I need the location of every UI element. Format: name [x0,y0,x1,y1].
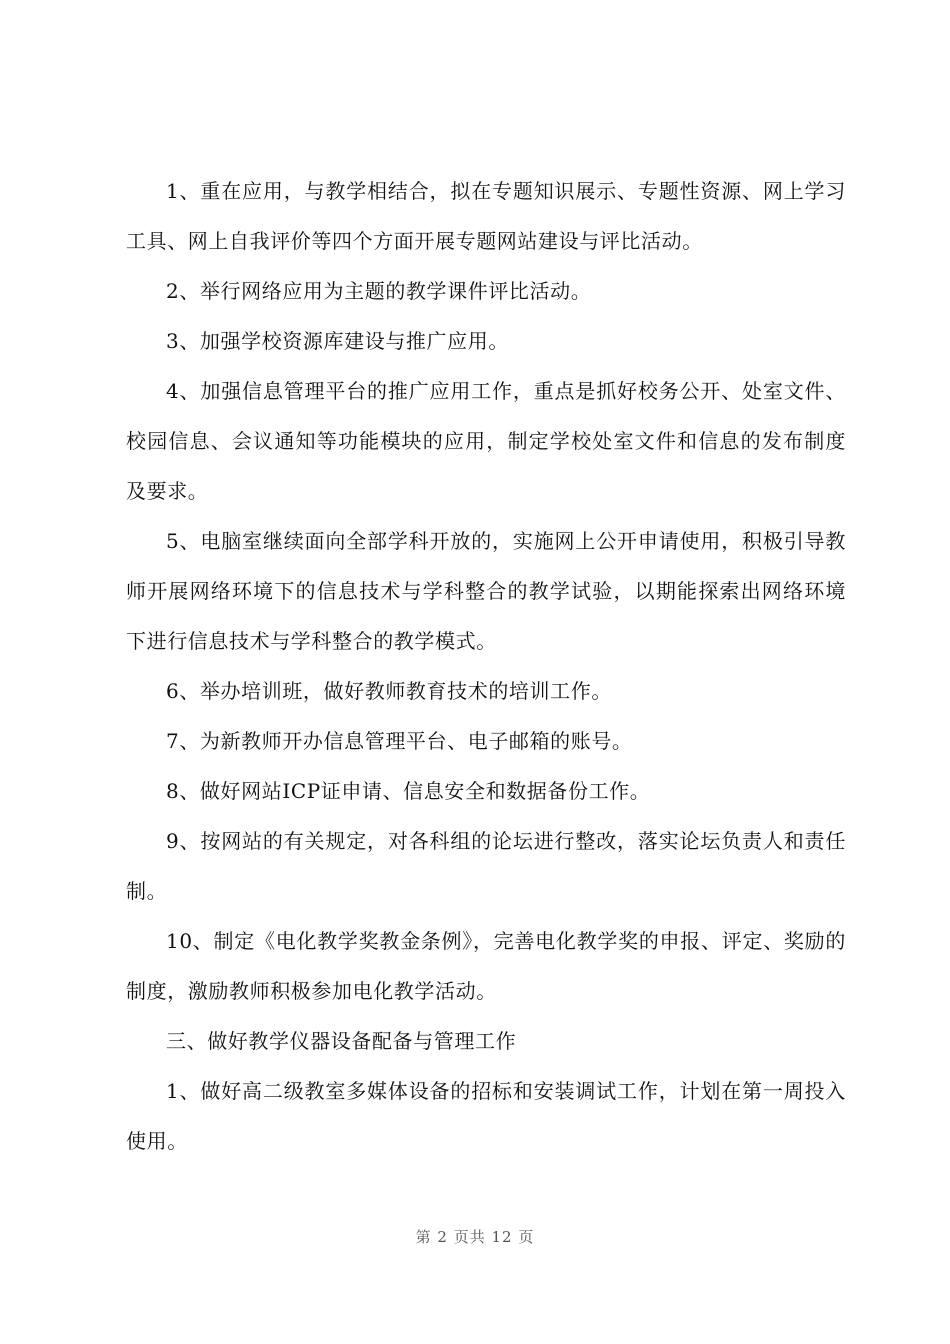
paragraph-4: 4、加强信息管理平台的推广应用工作，重点是抓好校务公开、处室文件、校园信息、会议通知等功能模块的应用，制定学校处室文件和信息的发布制度及要求。 [126,379,846,503]
document-body [126,166,846,1166]
paragraph-1: 1、重在应用，与教学相结合，拟在专题知识展示、专题性资源、网上学习工具、网上自我评价等四个方面开展专题网站建设与评比活动。 [126,179,846,253]
page-number-footer: 第 2 页共 12 页 [415,1228,535,1246]
paragraph-2: 2、举行网络应用为主题的教学课件评比活动。 [166,279,592,303]
paragraph-8: 8、做好网站ICP证申请、信息安全和数据备份工作。 [166,779,651,803]
section-heading: 三、做好教学仪器设备配备与管理工作 [166,1029,517,1053]
paragraph-6: 6、举办培训班，做好教师教育技术的培训工作。 [166,679,612,703]
paragraph-10: 10、制定《电化教学奖教金条例》，完善电化教学奖的申报、评定、奖励的制度，激励教师积极参加电化教学活动。 [126,929,846,1003]
paragraph-5: 5、电脑室继续面向全部学科开放的，实施网上公开申请使用，积极引导教师开展网络环境下的信息技术与学科整合的教学试验，以期能探索出网络环境下进行信息技术与学科整合的教学模式。 [126,529,846,653]
paragraph-7: 7、为新教师开办信息管理平台、电子邮箱的账号。 [166,729,633,753]
paragraph-11: 1、做好高二级教室多媒体设备的招标和安装调试工作，计划在第一周投入使用。 [126,1079,846,1153]
paragraph-9: 9、按网站的有关规定，对各科组的论坛进行整改，落实论坛负责人和责任制。 [126,829,846,903]
paragraph-3: 3、加强学校资源库建设与推广应用。 [166,329,509,353]
